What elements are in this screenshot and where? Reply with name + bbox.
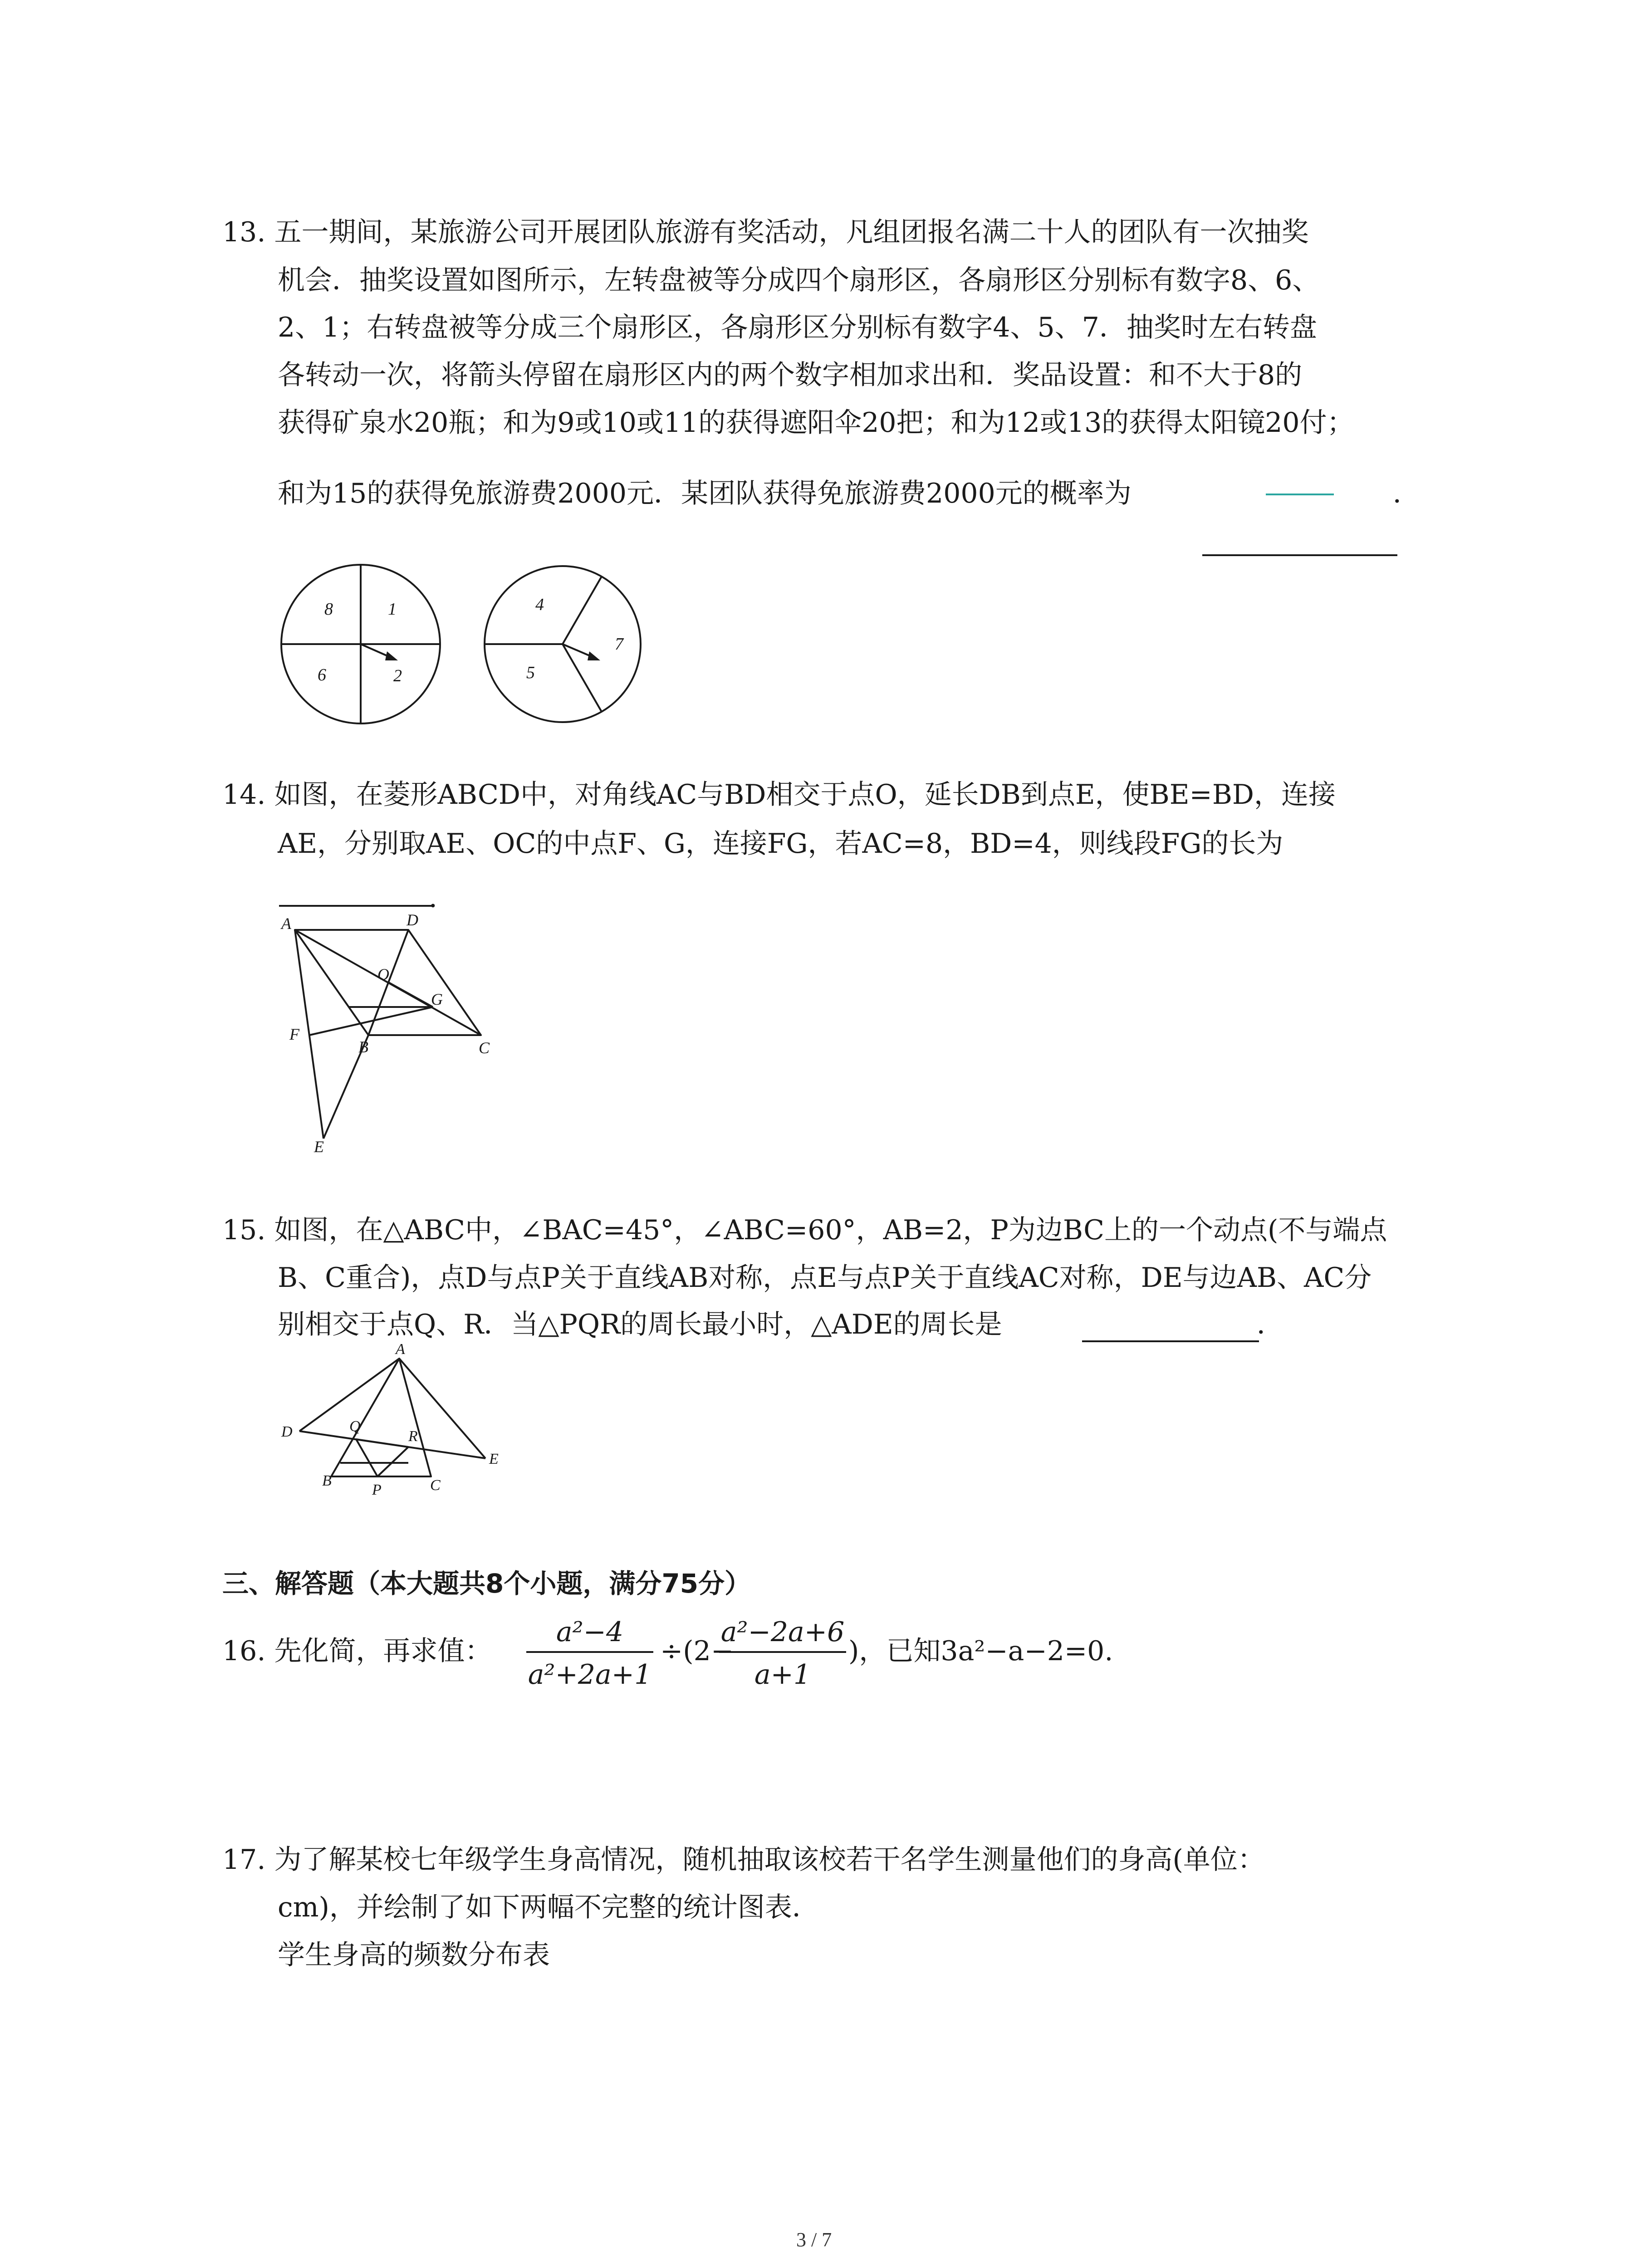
label-g: G bbox=[431, 990, 443, 1008]
segment-pr bbox=[377, 1447, 408, 1476]
q13-answer-blank bbox=[1202, 554, 1397, 556]
q16-frac1-bar bbox=[526, 1651, 653, 1653]
q14-line-1: 14. 如图，在菱形ABCD中，对角线AC与BD相交于点O，延长DB到点E，使BE=BD，连接 bbox=[222, 779, 1336, 811]
label-b: B bbox=[322, 1472, 332, 1489]
q13-line-5: 获得矿泉水20瓶；和为9或10或11的获得遮阳伞20把；和为12或13的获得太阳镜20付； bbox=[278, 407, 1354, 439]
q15-line-2: B、C重合)，点D与点P关于直线AB对称，点E与点P关于直线AC对称，DE与边AB、AC分 bbox=[278, 1262, 1372, 1294]
page-number: 3 / 7 bbox=[796, 2229, 832, 2251]
q13-spinners-figure bbox=[279, 562, 651, 726]
q14-answer-blank bbox=[279, 905, 433, 907]
q16-suffix: )，已知3a²−a−2=0. bbox=[848, 1635, 1113, 1667]
q16-frac2-numerator: a²−2a+6 bbox=[720, 1616, 845, 1648]
q15-line-3: 别相交于点Q、R．当△PQR的周长最小时，△ADE的周长是 bbox=[278, 1309, 1002, 1340]
q16-frac1-denominator: a²+2a+1 bbox=[528, 1659, 652, 1691]
label-e: E bbox=[489, 1451, 499, 1467]
label-a: A bbox=[396, 1341, 405, 1358]
q16-prefix: 16. 先化简，再求值： bbox=[222, 1635, 492, 1667]
section-3-title: 三、解答题（本大题共8个小题，满分75分） bbox=[222, 1568, 751, 1599]
q14-line-2: AE，分别取AE、OC的中点F、G，连接FG，若AC=8，BD=4，则线段FG的长为 bbox=[278, 828, 1283, 860]
label-c: C bbox=[479, 1039, 490, 1057]
q13-line-4: 各转动一次，将箭头停留在扇形区内的两个数字相加求出和．奖品设置：和不大于8的 bbox=[278, 359, 1303, 391]
q13-end-period: ． bbox=[1393, 478, 1420, 509]
triangle-abc bbox=[331, 1359, 431, 1476]
q15-line-1: 15. 如图，在△ABC中，∠BAC=45°，∠ABC=60°，AB=2，P为边BC上的一个动点(不与端点 bbox=[222, 1214, 1387, 1246]
q16-frac2-denominator: a+1 bbox=[754, 1659, 811, 1691]
label-q: Q bbox=[349, 1418, 361, 1435]
label-f: F bbox=[289, 1025, 299, 1043]
label-r: R bbox=[408, 1428, 418, 1445]
spinner-left-label-8: 8 bbox=[324, 600, 333, 619]
label-p: P bbox=[372, 1481, 382, 1498]
right-arrow-head bbox=[588, 651, 600, 660]
label-e: E bbox=[314, 1138, 324, 1156]
q13-line-6: 和为15的获得免旅游费2000元．某团队获得免旅游费2000元的概率为 bbox=[278, 478, 1132, 509]
q15-answer-blank bbox=[1082, 1340, 1259, 1342]
q16-frac1-numerator: a²−4 bbox=[556, 1616, 624, 1648]
label-a: A bbox=[281, 914, 291, 933]
q16-frac2-bar bbox=[719, 1651, 846, 1653]
q13-line-1: 13. 五一期间，某旅游公司开展团队旅游有奖活动，凡组团报名满二十人的团队有一次抽奖 bbox=[222, 216, 1309, 248]
q15-end-period: ． bbox=[1257, 1309, 1284, 1340]
left-arrow-head bbox=[385, 651, 398, 660]
spinner-right-label-5: 5 bbox=[526, 663, 535, 682]
segment-fg bbox=[309, 1007, 433, 1035]
q17-table-caption: 学生身高的频数分布表 bbox=[278, 1939, 550, 1971]
q13-answer-dash bbox=[1266, 494, 1334, 495]
label-d: D bbox=[407, 912, 418, 929]
q14-rhombus-figure bbox=[272, 912, 508, 1157]
q17-line-2: cm)，并绘制了如下两幅不完整的统计图表． bbox=[278, 1892, 819, 1923]
spinner-left-label-2: 2 bbox=[393, 666, 402, 685]
q14-end-period: ． bbox=[429, 882, 456, 914]
q13-line-2: 机会．抽奖设置如图所示，左转盘被等分成四个扇形区，各扇形区分别标有数字8、6、 bbox=[278, 264, 1320, 296]
label-o: O bbox=[377, 965, 389, 983]
spinner-right-label-7: 7 bbox=[615, 635, 623, 654]
spinner-left-label-1: 1 bbox=[388, 600, 397, 619]
label-c: C bbox=[430, 1477, 441, 1494]
q15-triangle-figure bbox=[272, 1340, 526, 1513]
spinner-right-label-4: 4 bbox=[535, 595, 544, 614]
label-d: D bbox=[281, 1423, 293, 1440]
q17-line-1: 17. 为了解某校七年级学生身高情况，随机抽取该校若干名学生测量他们的身高(单位： bbox=[222, 1844, 1265, 1876]
q16-divide: ÷(2− bbox=[660, 1635, 734, 1667]
segment-pq bbox=[356, 1439, 377, 1476]
label-b: B bbox=[358, 1038, 368, 1056]
q13-line-3: 2、1；右转盘被等分成三个扇形区，各扇形区分别标有数字4、5、7．抽奖时左右转盘 bbox=[278, 312, 1317, 343]
spinner-left-label-6: 6 bbox=[318, 665, 326, 684]
